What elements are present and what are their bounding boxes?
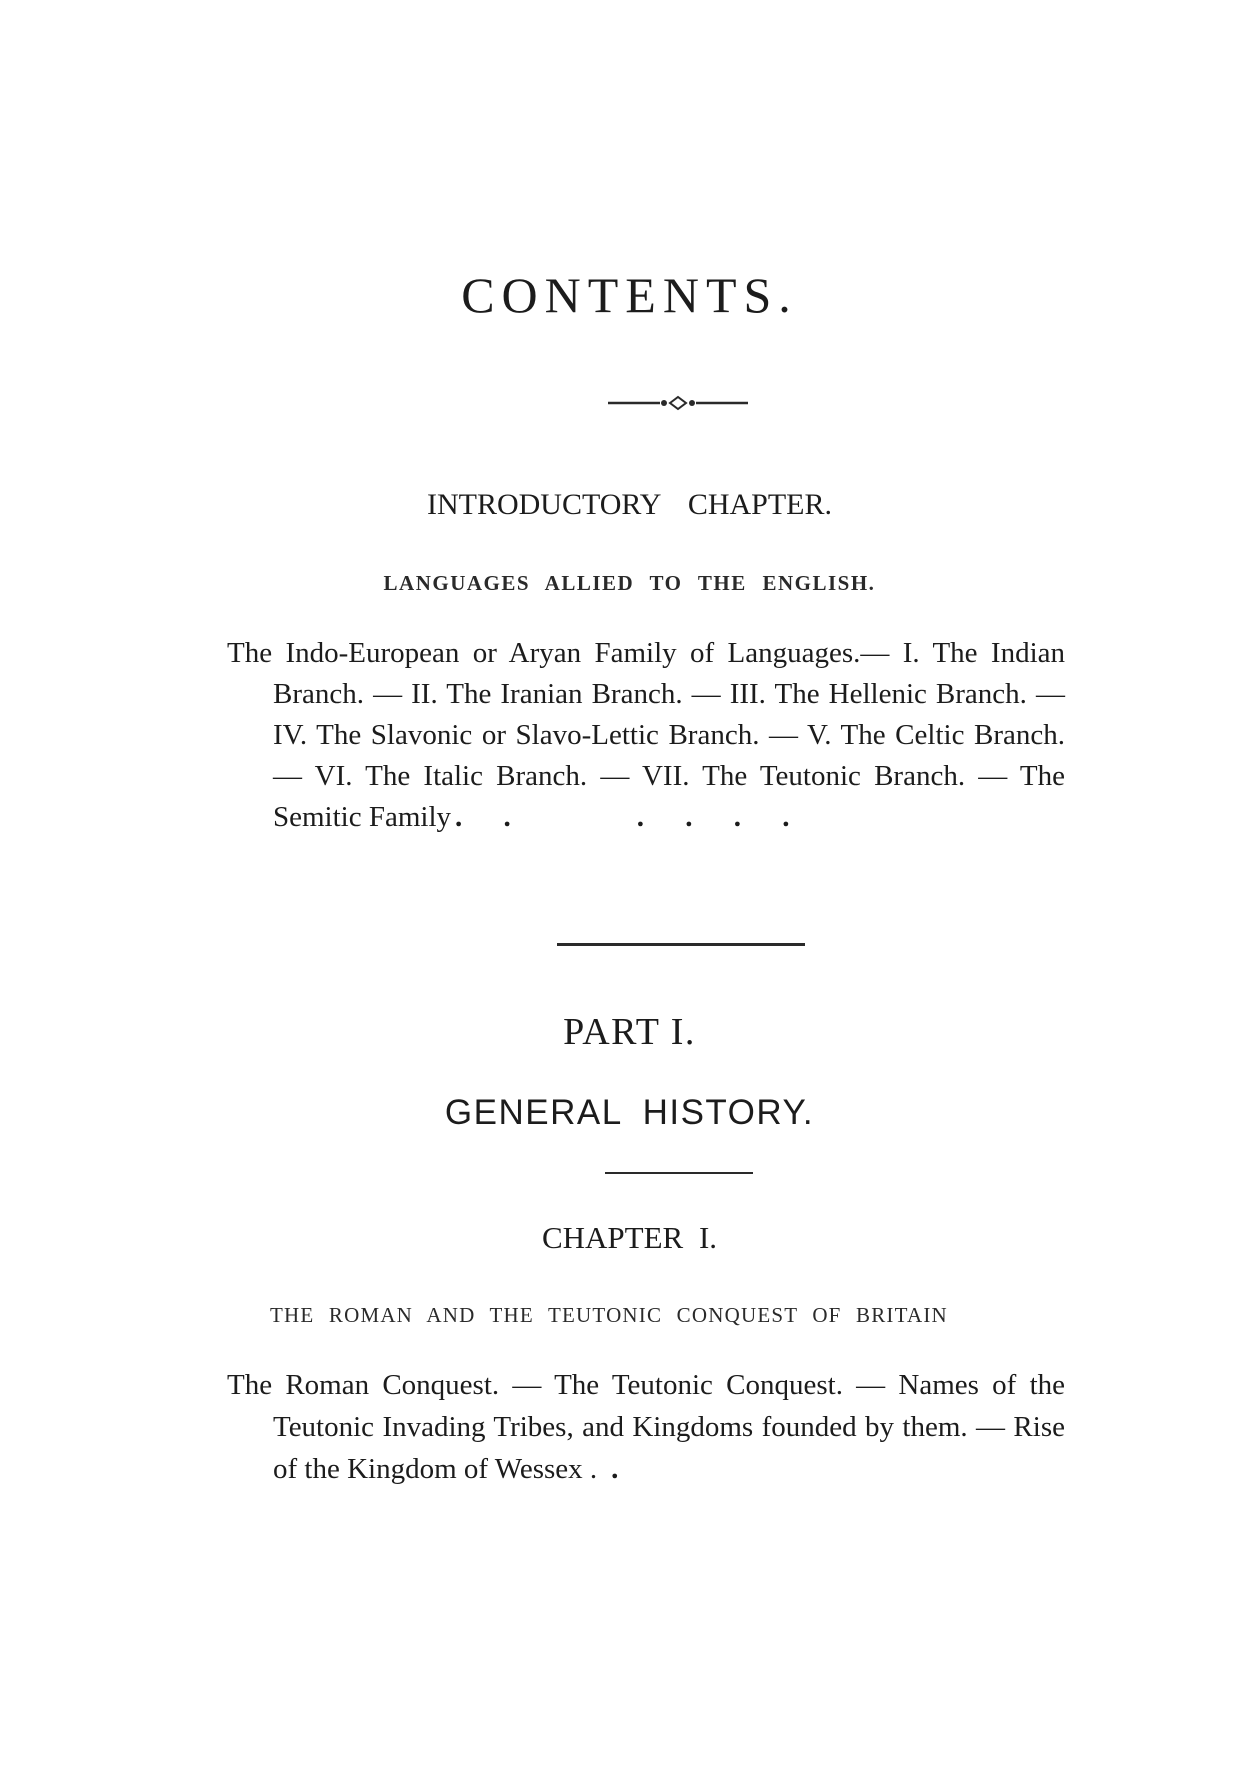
- part-subtitle: GENERAL HISTORY.: [444, 1093, 815, 1132]
- chapter-1-subheading: THE ROMAN AND THE TEUTONIC CONQUEST OF BRITAIN: [270, 1305, 948, 1326]
- chapter-1-title: CHAPTER I.: [541, 1220, 718, 1255]
- leader-dots: . .: [455, 801, 513, 833]
- part-title: PART I.: [563, 1011, 696, 1053]
- introductory-chapter-heading: INTRODUCTORY CHAPTER.: [426, 488, 833, 521]
- introductory-chapter-summary: [227, 633, 1065, 838]
- ornament-divider: [608, 393, 748, 413]
- chapter-1-summary-text: The Roman Conquest. — The Teutonic Conquest. — Names of the Teutonic Invading Tribes, and Kingdoms founded by them. — Rise of the Kingdom of Wessex .: [227, 1369, 1065, 1485]
- leader-dots: . . . .: [636, 801, 792, 833]
- introductory-chapter-subheading: LANGUAGES ALLIED TO THE ENGLISH.: [383, 571, 876, 595]
- section-divider: [557, 943, 805, 946]
- introductory-summary-text: The Indo-European or Aryan Family of Languages.— I. The Indian Branch. — II. The Iranian Branch. — III. The Hellenic Branch. — IV. The Slavonic or Slavo-Lettic Branch. — V. The Celtic Branch. — VI. The Italic Branch. — VII. The Teutonic Branch. — The Semitic Family: [227, 637, 1065, 833]
- chapter-1-summary: The Roman Conquest. — The Teutonic Conquest. — Names of the Teutonic Invading Tribes, and Kingdoms founded by them. — Rise of the Kingdom of Wessex . .: [227, 1369, 1065, 1485]
- page-title: CONTENTS.: [461, 267, 798, 323]
- part-divider: [605, 1172, 753, 1174]
